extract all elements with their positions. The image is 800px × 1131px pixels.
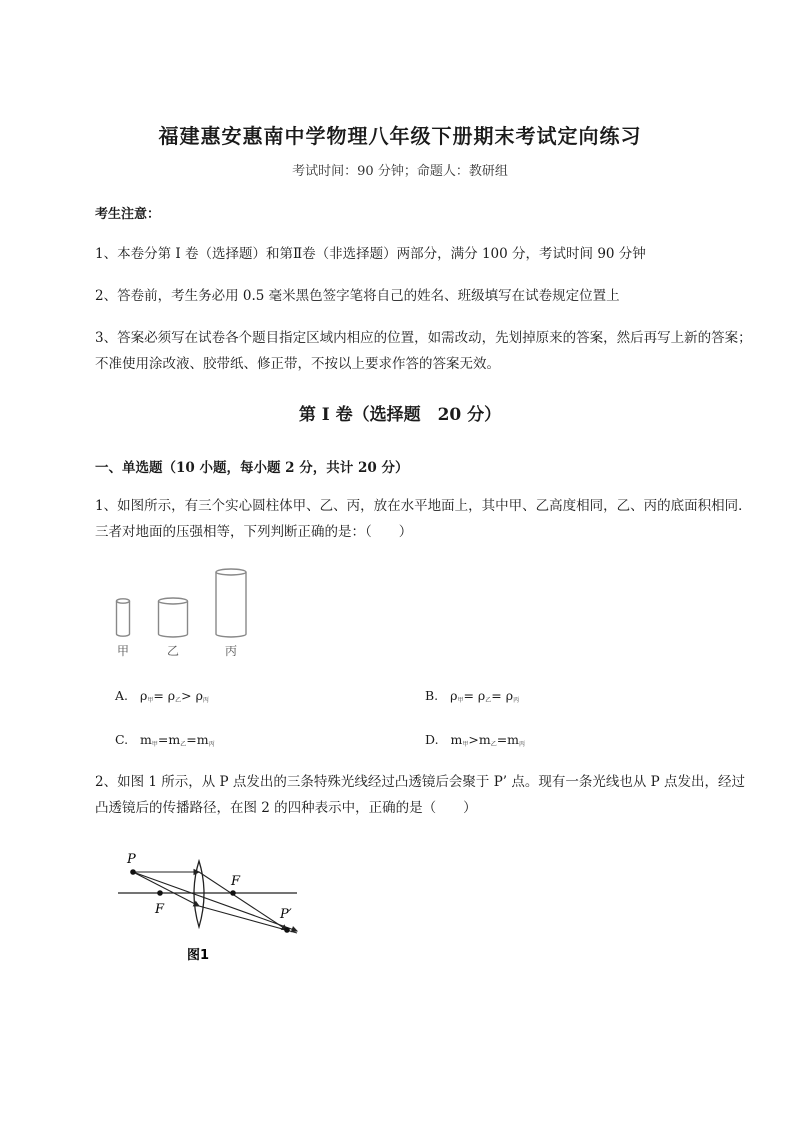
notice-item-3: 3、答案必须写在试卷各个题目指定区域内相应的位置，如需改动，先划掉原来的答案，然后再写上新的答案；不准使用涂改液、胶带纸、修正带，不按以上要求作答的答案无效。 — [95, 330, 752, 372]
option-d[interactable]: D. $m_甲>m_乙=m_丙$ — [425, 732, 526, 748]
option-c[interactable]: C. $m_甲=m_乙=m_丙$ — [115, 732, 215, 748]
option-b[interactable]: B. $\rho_甲= \rho_乙= \rho_丙$ — [425, 688, 520, 704]
question-group-title: 一、单选题（10 小题，每小题 2 分，共计 20 分） — [95, 460, 409, 476]
question-1-text: 1、如图所示，有三个实心圆柱体甲、乙、丙，放在水平地面上，其中甲、乙高度相同，乙、丙的底面积相同．三者对地面的压强相等，下列判断正确的是：（ ） — [95, 498, 752, 540]
label-yi: 乙 — [167, 644, 180, 658]
lens-figure-1 — [115, 845, 315, 965]
cylinder-bing — [216, 569, 246, 637]
option-a[interactable]: A. $\rho_甲= \rho_乙> \rho_丙$ — [115, 688, 209, 704]
exam-meta: 考试时间：90 分钟；命题人：教研组 — [292, 164, 508, 179]
label-bing: 丙 — [225, 644, 238, 658]
cylinders-figure — [110, 562, 260, 662]
label-f-right: F — [231, 874, 241, 889]
figure-caption: 图1 — [187, 948, 210, 963]
label-f-left: F — [155, 902, 165, 917]
notice-item-2: 2、答卷前，考生务必用 0.5 毫米黑色签字笔将自己的姓名、班级填写在试卷规定位置上 — [95, 288, 620, 304]
section-title: 第 I 卷（选择题 20 分） — [298, 405, 502, 425]
label-p: P — [127, 852, 136, 867]
notice-heading: 考生注意： — [95, 207, 161, 222]
label-p-prime: P′ — [280, 907, 292, 922]
cylinder-jia — [117, 599, 130, 636]
notice-item-1: 1、本卷分第 I 卷（选择题）和第Ⅱ卷（非选择题）两部分，满分 100 分，考试时间 90 分钟 — [95, 246, 646, 262]
question-2-text: 2、如图 1 所示，从 P 点发出的三条特殊光线经过凸透镜后会聚于 P’ 点。现有一条光线也从 P 点发出，经过凸透镜后的传播路径，在图 2 的四种表示中，正确的是（ ） — [95, 774, 746, 816]
page-title: 福建惠安惠南中学物理八年级下册期末考试定向练习 — [158, 124, 642, 148]
label-jia: 甲 — [117, 644, 130, 658]
cylinder-yi — [159, 598, 188, 637]
